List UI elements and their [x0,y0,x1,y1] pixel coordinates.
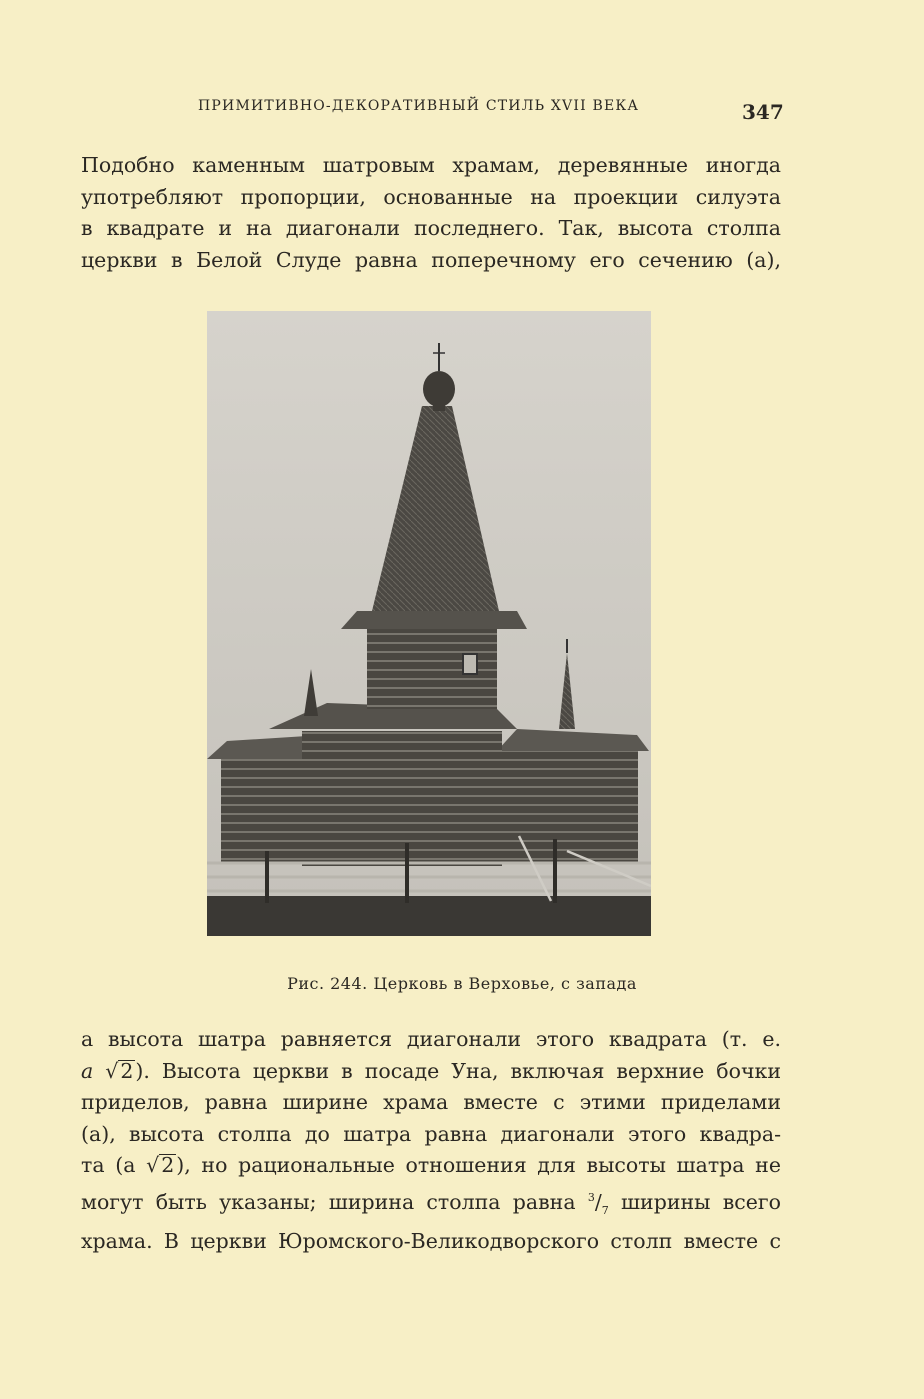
running-head: ПРИМИТИВНО-ДЕКОРАТИВНЫЙ СТИЛЬ XVII ВЕКА [198,98,640,114]
paragraph-2-line: храма. В церкви Юромского-Великодворского столп вместе с [81,1228,781,1253]
paragraph-2-line: приделов, равна ширине храма вместе с этими приделами [81,1090,781,1114]
paragraph-2-line: (а), высота столпа до шатра равна диагонали этого квадра- [81,1121,781,1146]
page-number: 347 [742,100,784,124]
sqrt-radicand: 2 [120,1058,134,1083]
line-text: ), но рациональные отношения для высоты шатра не [176,1153,781,1177]
church-photo [207,311,651,936]
paragraph-1-line: употребляют пропорции, основанные на проекции силуэта [81,184,781,209]
line-text: могут быть указаны; ширина столпа равна [81,1189,588,1214]
paragraph-1 [81,150,781,276]
church-illustration [207,311,651,936]
paragraph-2-line: могут быть указаны; ширина столпа равна $^3/_7$ ширины всего [81,1189,781,1217]
paragraph-2 [81,1024,781,1257]
line-text: ). Высота церкви в посаде Уна, включая верхние бочки [135,1058,781,1083]
fraction-numerator: 3 [587,1190,595,1204]
line-text: ширины всего [608,1189,781,1214]
paragraph-2-line: та (а √2), но рациональные отношения для высоты шатра не [81,1153,781,1177]
figure-caption: Рис. 244. Церковь в Верховье, с запада [287,974,637,993]
paragraph-2-line: а √2). Высота церкви в посаде Уна, включая верхние бочки [81,1058,781,1083]
line-text: та (а [81,1153,147,1177]
paragraph-1-line: церкви в Белой Слуде равна поперечному его сечению (а), [81,247,781,272]
paragraph-1-line: в квадрате и на диагонали последнего. Так, высота столпа [81,216,781,240]
fraction-denominator: 7 [601,1203,609,1217]
paragraph-1-line: Подобно каменным шатровым храмам, деревянные иногда [81,153,781,177]
paragraph-2-line: а высота шатра равняется диагонали этого квадрата (т. е. [81,1027,781,1051]
sqrt-radicand: 2 [161,1153,175,1177]
variable-a: а [81,1058,94,1083]
